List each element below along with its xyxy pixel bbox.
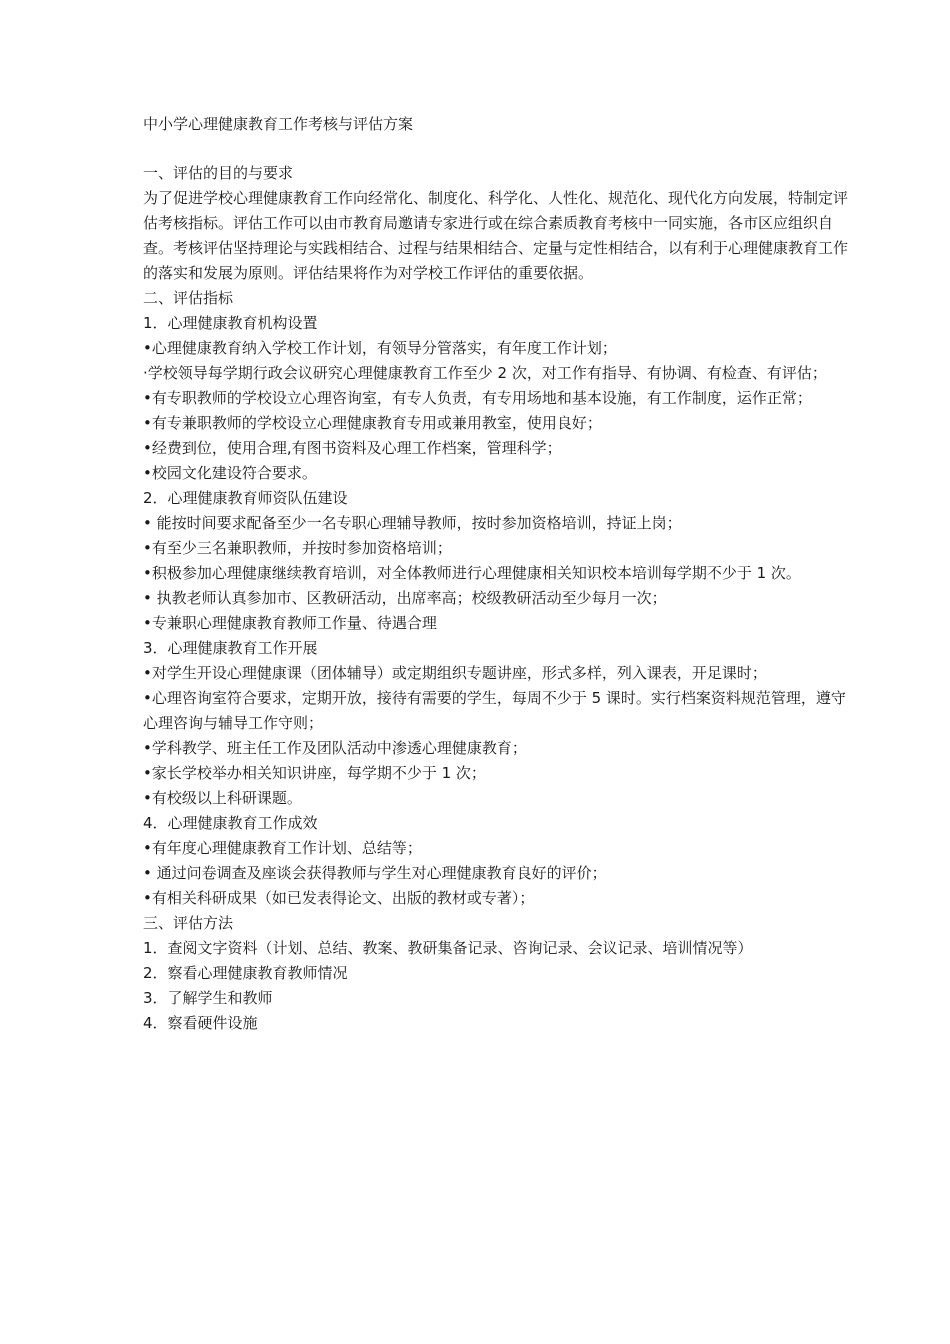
indicator-item: ·学校领导每学期行政会议研究心理健康教育工作至少 2 次，对工作有指导、有协调、有检查、有评估； [143, 364, 827, 382]
indicator-group-heading: 2．心理健康教育师资队伍建设 [143, 489, 348, 507]
section-heading-methods: 三、评估方法 [143, 914, 234, 932]
purpose-paragraph: 为了促进学校心理健康教育工作向经常化、制度化、科学化、人性化、规范化、现代化方向发展，特制定评估考核指标。评估工作可以由市教育局邀请专家进行或在综合素质教育考核中一同实施，各市区应组织自查。考核评估坚持理论与实践相结合、过程与结果相结合、定量与定性相结合，以有利于心理健康教育工作的落实和发展为原则。评估结果将作为对学校工作评估的重要依据。 [143, 189, 849, 282]
indicator-item: •学科教学、班主任工作及团队活动中渗透心理健康教育； [143, 739, 527, 757]
indicator-item: •有相关科研成果（如已发表得论文、出版的教材或专著）； [143, 889, 535, 907]
indicator-item: •有年度心理健康教育工作计划、总结等； [143, 839, 422, 857]
indicator-item: •家长学校举办相关知识讲座，每学期不少于 1 次； [143, 764, 486, 782]
method-item: 2．察看心理健康教育教师情况 [143, 964, 348, 982]
indicator-item: •积极参加心理健康继续教育培训，对全体教师进行心理健康相关知识校本培训每学期不少于 1 次。 [143, 564, 801, 582]
section-heading-indicators: 二、评估指标 [143, 289, 234, 307]
indicator-item: •对学生开设心理健康课（团体辅导）或定期组织专题讲座，形式多样，列入课表，开足课时； [143, 664, 767, 682]
method-item: 1．查阅文字资料（计划、总结、教案、教研集备记录、咨询记录、会议记录、培训情况等） [143, 939, 753, 957]
section-heading-purpose: 一、评估的目的与要求 [143, 164, 294, 182]
indicator-item: •专兼职心理健康教育教师工作量、待遇合理 [143, 614, 437, 632]
indicator-item: • 通过问卷调查及座谈会获得教师与学生对心理健康教育良好的评价； [143, 864, 607, 882]
indicator-item: • 能按时间要求配备至少一名专职心理辅导教师，按时参加资格培训，持证上岗； [143, 514, 682, 532]
indicator-group-heading: 4．心理健康教育工作成效 [143, 814, 318, 832]
method-item: 3．了解学生和教师 [143, 989, 273, 1007]
document-body [143, 112, 859, 1036]
indicator-item: •经费到位，使用合理,有图书资料及心理工作档案，管理科学； [143, 439, 562, 457]
indicator-group-heading: 1．心理健康教育机构设置 [143, 314, 318, 332]
indicator-group-heading: 3．心理健康教育工作开展 [143, 639, 318, 657]
indicator-item: • 执教老师认真参加市、区教研活动，出席率高；校级教研活动至少每月一次； [143, 589, 667, 607]
indicator-item: •心理健康教育纳入学校工作计划，有领导分管落实，有年度工作计划； [143, 339, 617, 357]
indicator-item: •有至少三名兼职教师，并按时参加资格培训； [143, 539, 452, 557]
document-title: 中小学心理健康教育工作考核与评估方案 [143, 115, 414, 133]
indicator-item: •校园文化建设符合要求。 [143, 464, 317, 482]
method-item: 4．察看硬件设施 [143, 1014, 258, 1032]
indicator-item: •心理咨询室符合要求，定期开放，接待有需要的学生，每周不少于 5 课时。实行档案资料规范管理，遵守心理咨询与辅导工作守则； [143, 689, 846, 732]
indicator-item: •有校级以上科研课题。 [143, 789, 302, 807]
indicator-item: •有专兼职教师的学校设立心理健康教育专用或兼用教室，使用良好； [143, 414, 602, 432]
indicator-item: •有专职教师的学校设立心理咨询室，有专人负责，有专用场地和基本设施，有工作制度，运作正常； [143, 389, 812, 407]
